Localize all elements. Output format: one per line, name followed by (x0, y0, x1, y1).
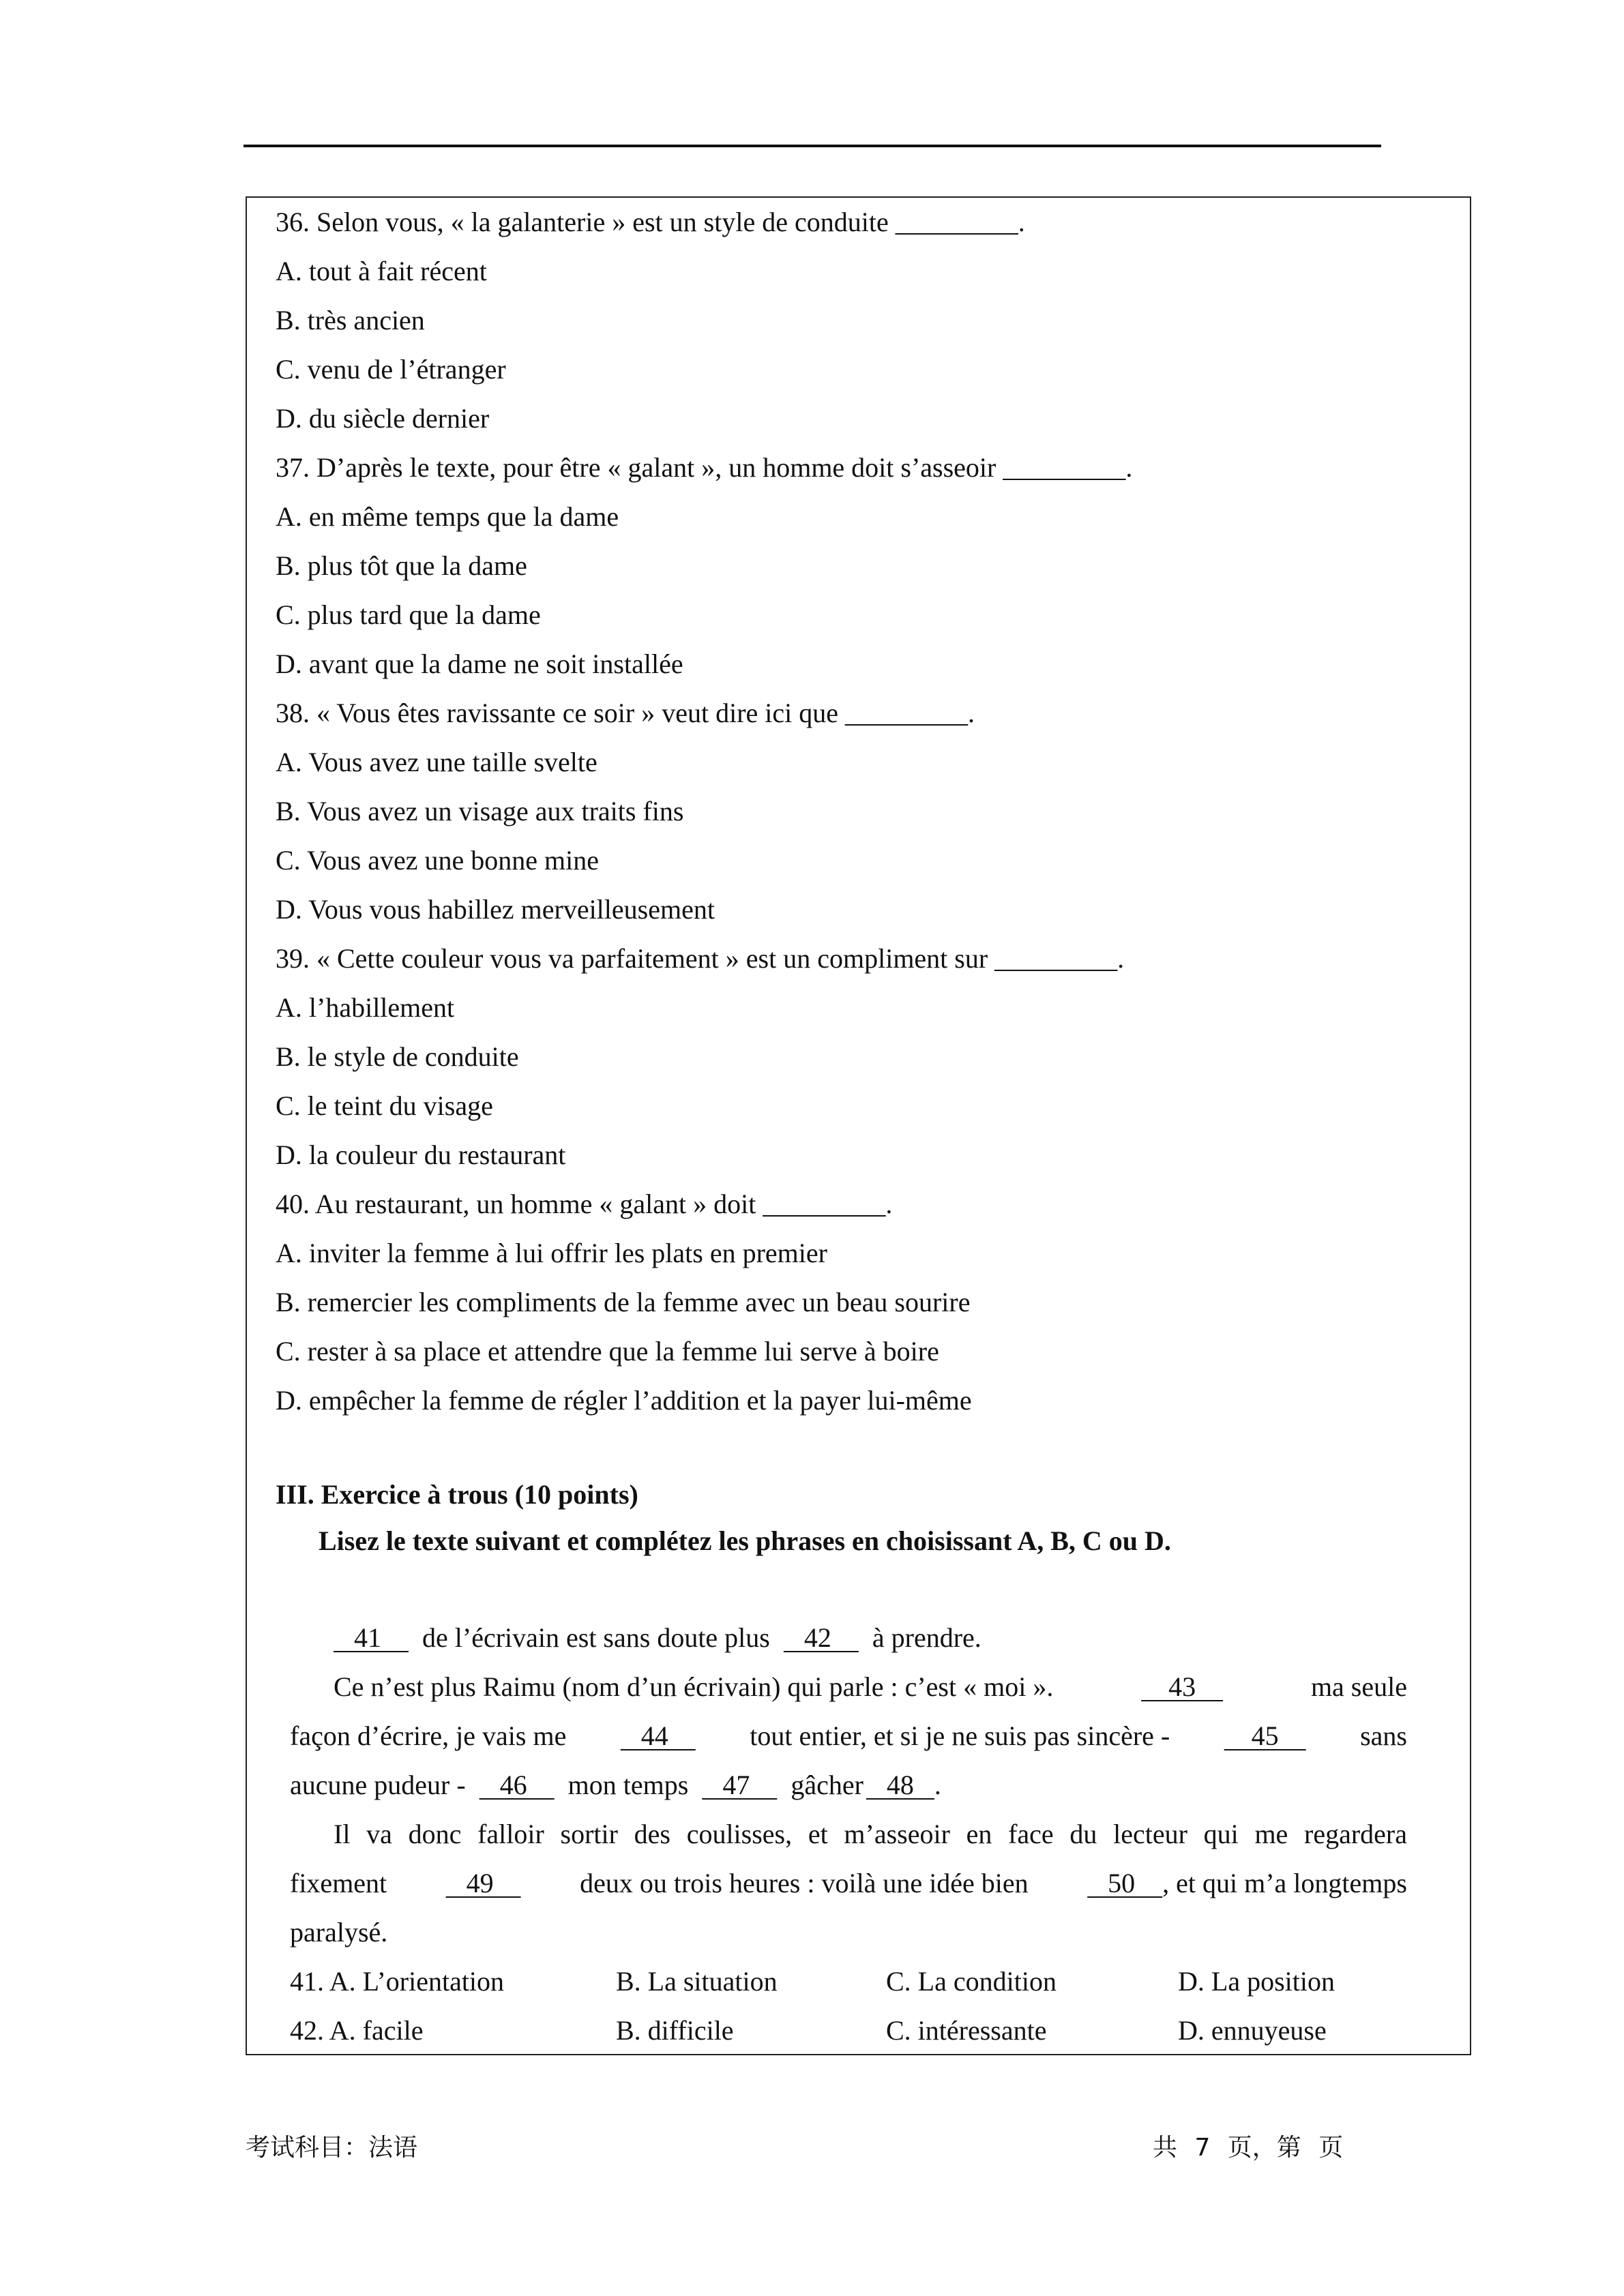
blank-48: 48 (866, 1770, 934, 1800)
passage-line (290, 1622, 1407, 1654)
passage-line (290, 1867, 1407, 1900)
passage-line (290, 1720, 1407, 1753)
section-instruction: Lisez le texte suivant et complétez les phrases en choisissant A, B, C ou D. (319, 1525, 1171, 1556)
passage-line (290, 1916, 1407, 1949)
passage-text: gâcher (791, 1770, 863, 1800)
passage-text: à prendre. (872, 1622, 981, 1653)
option-42-c: C. intéressante (886, 2015, 1047, 2046)
passage-text: façon d’écrire, je vais me (290, 1720, 567, 1751)
option-42-a: 42. A. facile (290, 2015, 424, 2046)
question-39-option-c: C. le teint du visage (276, 1090, 493, 1121)
passage-word: Il (334, 1819, 351, 1849)
passage-word: sortir (560, 1819, 618, 1849)
passage-word: du (1069, 1819, 1097, 1849)
passage-word: donc (408, 1819, 462, 1849)
question-40-option-b: B. remercier les compliments de la femme avec un beau sourire (276, 1287, 971, 1317)
question-40-stem: 40. Au restaurant, un homme « galant » doit _________. (276, 1189, 893, 1219)
passage-word: face (1008, 1819, 1054, 1849)
passage-word: m’asseoir (844, 1819, 950, 1849)
passage-text: aucune pudeur - (290, 1770, 466, 1800)
passage-line (290, 1818, 1407, 1851)
question-38-option-d: D. Vous vous habillez merveilleusement (276, 894, 715, 925)
question-38-option-a: A. Vous avez une taille svelte (276, 747, 597, 777)
question-36-option-a: A. tout à fait récent (276, 256, 487, 286)
question-37-option-a: A. en même temps que la dame (276, 501, 619, 532)
question-39-option-a: A. l’habillement (276, 992, 455, 1023)
question-39-stem: 39. « Cette couleur vous va parfaitement » est un compliment sur _________. (276, 943, 1125, 974)
passage-word: regardera (1304, 1819, 1407, 1849)
passage-word: falloir (477, 1819, 544, 1849)
option-42-d: D. ennuyeuse (1178, 2015, 1327, 2046)
passage-word: lecteur (1113, 1819, 1187, 1849)
passage-word: en (966, 1819, 992, 1849)
question-38-option-b: B. Vous avez un visage aux traits fins (276, 796, 684, 826)
blank-50: 50 (1087, 1868, 1163, 1898)
passage-line (290, 1769, 1407, 1802)
question-39-option-d: D. la couleur du restaurant (276, 1139, 566, 1170)
question-37-option-b: B. plus tôt que la dame (276, 550, 527, 581)
blank-45: 45 (1224, 1720, 1306, 1751)
option-42-b: B. difficile (616, 2015, 734, 2046)
blank-42: 42 (783, 1622, 859, 1653)
question-36-option-c: C. venu de l’étranger (276, 354, 506, 385)
question-39-option-b: B. le style de conduite (276, 1041, 519, 1072)
passage-text: tout entier, et si je ne suis pas sincère - (750, 1720, 1170, 1751)
passage-text: paralysé. (290, 1917, 388, 1948)
passage-word: va (366, 1819, 392, 1849)
blank-41: 41 (334, 1622, 409, 1653)
passage-text: sans (1360, 1720, 1407, 1751)
question-38-option-c: C. Vous avez une bonne mine (276, 845, 600, 876)
option-41-a: 41. A. L’orientation (290, 1966, 505, 1997)
question-36-option-d: D. du siècle dernier (276, 403, 490, 434)
question-36-stem: 36. Selon vous, « la galanterie » est un style de conduite _________. (276, 207, 1025, 237)
passage-word: et (808, 1819, 828, 1849)
passage-word: des (634, 1819, 670, 1849)
option-41-c: C. La condition (886, 1966, 1057, 1997)
question-40-option-c: C. rester à sa place et attendre que la femme lui serve à boire (276, 1336, 939, 1367)
passage-text: . (934, 1770, 941, 1800)
footer-subject: 考试科目：法语 (246, 2134, 418, 2162)
passage-text: fixement (290, 1868, 387, 1898)
blank-49: 49 (445, 1868, 521, 1898)
passage-word: me (1254, 1819, 1288, 1849)
header-rule (243, 145, 1381, 147)
passage-text: deux ou trois heures : voilà une idée bien (580, 1868, 1029, 1898)
passage-text: de l’écrivain est sans doute plus (422, 1622, 770, 1653)
option-41-b: B. La situation (616, 1966, 778, 1997)
blank-47: 47 (702, 1770, 778, 1800)
passage-text: ma seule (1310, 1671, 1407, 1702)
passage-word: qui (1203, 1819, 1239, 1849)
question-37-option-d: D. avant que la dame ne soit installée (276, 648, 683, 679)
footer-page-count: 共 7 页，第 页 (1153, 2134, 1344, 2162)
section-title: III. Exercice à trous (10 points) (276, 1479, 638, 1510)
question-38-stem: 38. « Vous êtes ravissante ce soir » veut dire ici que _________. (276, 698, 975, 728)
passage-text: , et qui m’a longtemps (1162, 1868, 1407, 1898)
passage-text: Ce n’est plus Raimu (nom d’un écrivain) qui parle : c’est « moi ». (334, 1671, 1054, 1702)
passage-word: coulisses, (686, 1819, 793, 1849)
question-37-stem: 37. D’après le texte, pour être « galant », un homme doit s’asseoir _________. (276, 452, 1133, 483)
question-36-option-b: B. très ancien (276, 305, 425, 336)
blank-46: 46 (479, 1770, 555, 1800)
blank-43: 43 (1141, 1671, 1224, 1702)
option-41-d: D. La position (1178, 1966, 1335, 1997)
question-37-option-c: C. plus tard que la dame (276, 599, 541, 630)
question-40-option-a: A. inviter la femme à lui offrir les plats en premier (276, 1238, 827, 1268)
passage-line (290, 1671, 1407, 1703)
question-40-option-d: D. empêcher la femme de régler l’addition et la payer lui-même (276, 1385, 972, 1416)
blank-44: 44 (620, 1720, 696, 1751)
passage-text: mon temps (567, 1770, 689, 1800)
